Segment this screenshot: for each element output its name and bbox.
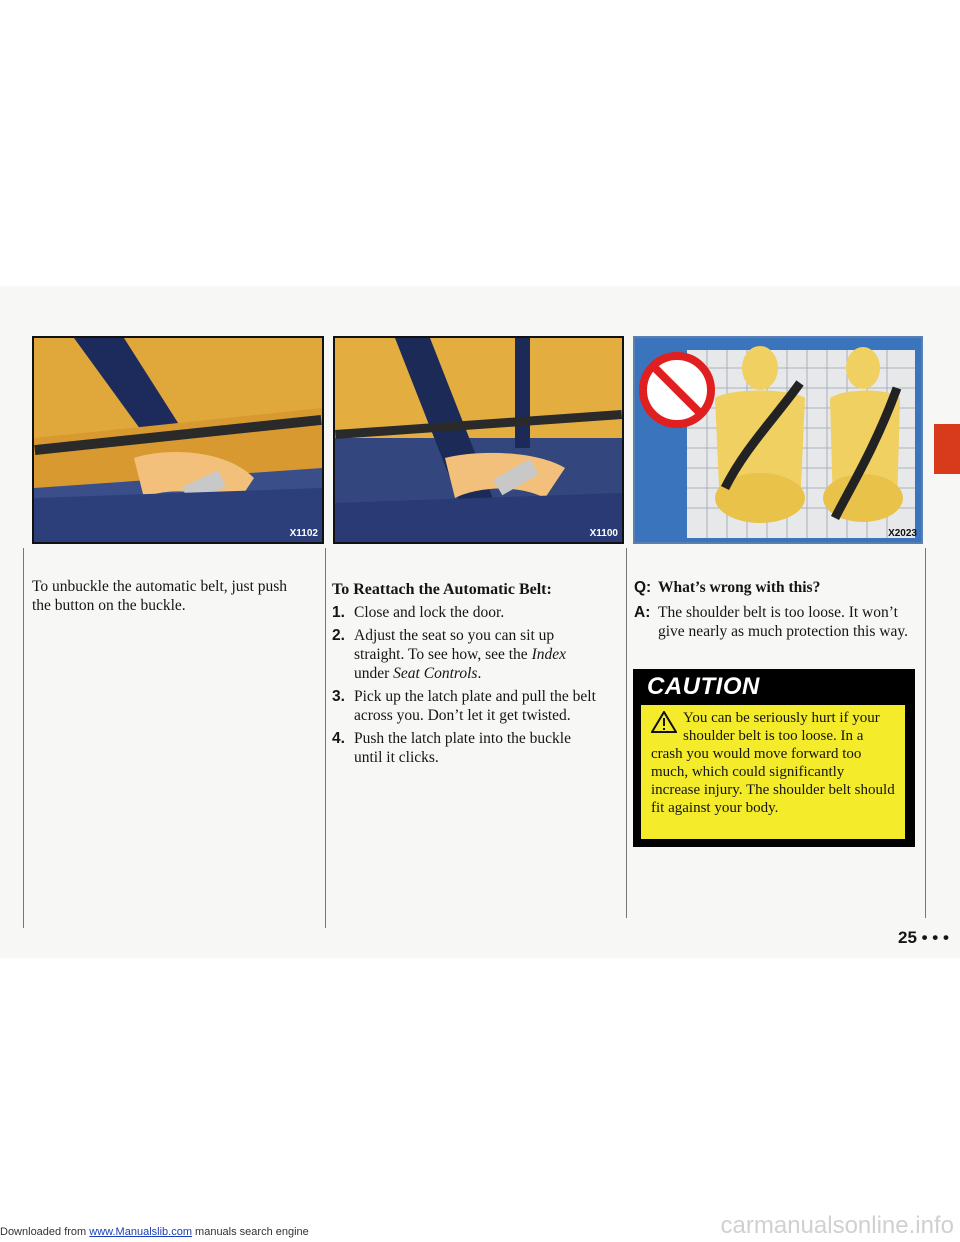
step-item [332, 687, 602, 725]
step-item [332, 626, 602, 683]
watermark: carmanualsonline.info [720, 1212, 954, 1239]
answer-tag: A: [634, 604, 651, 621]
section-heading: To Reattach the Automatic Belt: [332, 581, 552, 598]
illustration-code: X1102 [289, 528, 318, 539]
step-item [332, 603, 602, 622]
illustration-code: X1100 [589, 528, 618, 539]
question [634, 578, 918, 597]
column-divider [23, 548, 24, 928]
step-text: Pick up the latch plate and pull the belt across you. Don’t let it get twisted. [354, 688, 596, 724]
right-column [634, 578, 918, 647]
page-number: 25 • • • [898, 928, 949, 947]
column-divider [925, 548, 926, 918]
question-tag: Q: [634, 579, 652, 596]
step-number: 2. [332, 627, 345, 644]
caution-box [633, 669, 915, 847]
seat-controls-reference: Seat Controls [393, 665, 478, 682]
section-tab [934, 424, 960, 474]
answer [634, 603, 918, 641]
column-divider [325, 548, 326, 928]
footer-prefix: Downloaded from [0, 1226, 90, 1238]
step-item [332, 729, 602, 767]
step-text: under [354, 665, 394, 682]
step-text: Push the latch plate into the buckle until it clicks. [354, 730, 571, 766]
unbuckle-illustration [32, 336, 324, 544]
reattach-illustration [333, 336, 624, 544]
step-number: 1. [332, 604, 345, 621]
step-number: 4. [332, 730, 345, 747]
illustration-code: X2023 [888, 528, 917, 539]
step-text: . [477, 665, 482, 682]
caution-text: You can be seriously hurt if your shoulder belt is too loose. In a crash you would move forward too much, which could significantly increase injury. The shoulder belt should fit against your body. [651, 710, 895, 816]
manualslib-link[interactable]: www.Manualslib.com [89, 1226, 192, 1238]
caution-body [641, 705, 905, 839]
left-column [32, 577, 300, 615]
caution-title: CAUTION [647, 673, 760, 700]
step-text: Adjust the seat so you can sit up straight. To see how, see the [354, 627, 555, 663]
warning-triangle-icon [651, 711, 677, 738]
middle-column [332, 580, 602, 771]
question-text: What’s wrong with this? [658, 579, 821, 596]
unbuckle-instruction: To unbuckle the automatic belt, just push the button on the buckle. [32, 578, 288, 614]
column-divider [626, 548, 627, 918]
answer-text: The shoulder belt is too loose. It won’t give nearly as much protection this way. [658, 604, 908, 640]
step-number: 3. [332, 688, 345, 705]
index-reference: Index [531, 646, 566, 663]
loose-belt-illustration [633, 336, 923, 544]
footer-suffix: manuals search engine [191, 1226, 309, 1238]
download-footer [0, 1226, 309, 1238]
step-text: Close and lock the door. [354, 604, 505, 621]
